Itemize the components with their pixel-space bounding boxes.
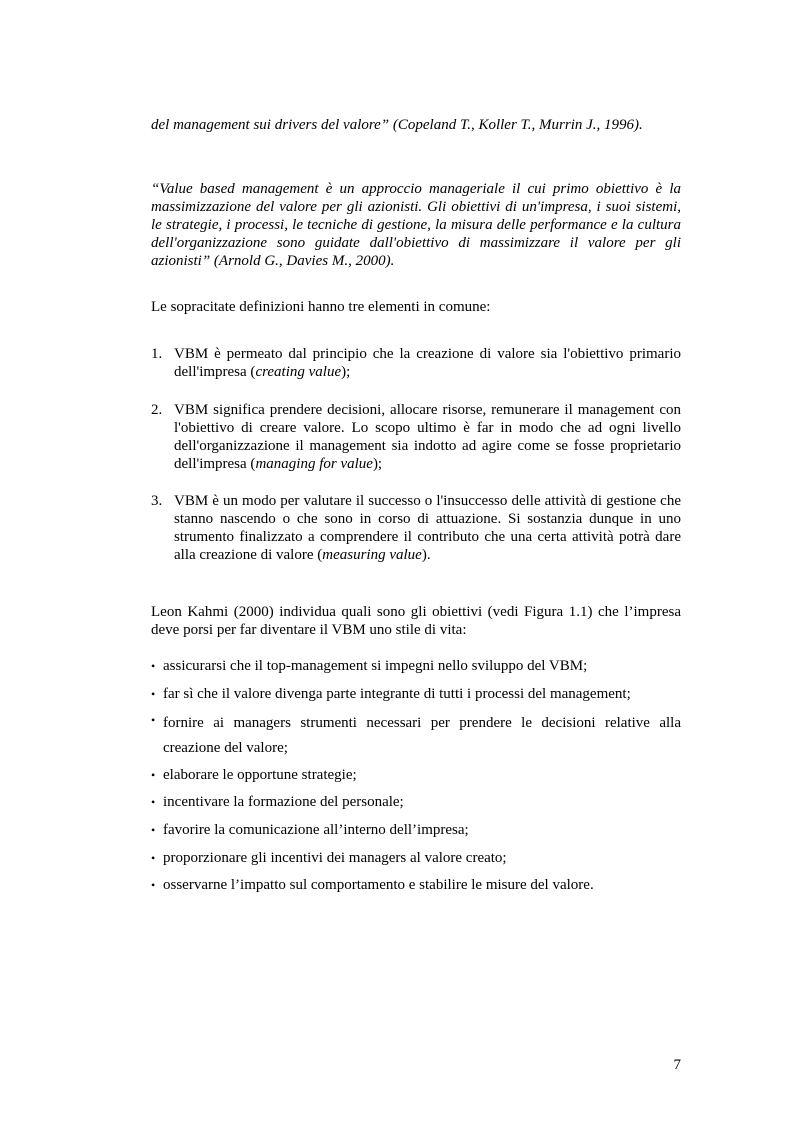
- bullet-icon: •: [151, 659, 156, 673]
- item-tail: ).: [421, 547, 431, 563]
- item-number: 3.: [151, 493, 163, 509]
- kahmi-text: Leon Kahmi (2000) individua quali sono gli obiettivi (vedi Figura 1.1) che l’impresa deve porsi per far diventare il VBM uno stile di vita:: [151, 604, 681, 638]
- item-number: 1.: [151, 346, 163, 362]
- document-page: [151, 0, 681, 1123]
- item-body: VBM significa prendere decisioni, allocare risorse, remunerare il management con l'obiettivo di creare valore. Lo scopo ultimo è far in modo che ad ogni livello dell'organizzazione il management sia indotto ad agire come se fosse proprietario dell'impresa (: [174, 402, 681, 472]
- bullet-text: assicurarsi che il top-management si impegni nello sviluppo del VBM;: [163, 658, 588, 674]
- item-text: [174, 401, 681, 473]
- bullet-text: far sì che il valore divenga parte integrante di tutti i processi del management;: [163, 686, 631, 702]
- bullet-text: favorire la comunicazione all’interno dell’impresa;: [163, 822, 469, 838]
- bullet-item: [151, 821, 681, 839]
- item-emphasis: measuring value: [322, 547, 422, 563]
- numbered-item: [151, 492, 681, 564]
- intro-paragraph: [151, 298, 681, 316]
- item-body: VBM è permeato dal principio che la creazione di valore sia l'obiettivo primario dell'impresa (: [174, 346, 681, 380]
- bullet-item: [151, 657, 681, 675]
- bullet-text: proporzionare gli incentivi dei managers al valore creato;: [163, 850, 507, 866]
- item-body: VBM è un modo per valutare il successo o l'insuccesso delle attività di gestione che stanno nascendo o che sono in corso di attuazione. Si sostanzia dunque in uno strumento finalizzato a comprendere il contributo che una certa attività potrà dare alla creazione di valore (: [174, 493, 681, 563]
- item-text: [174, 345, 681, 381]
- bullet-icon: •: [151, 851, 156, 865]
- bullet-icon: •: [151, 687, 156, 701]
- quote-copeland-text: del management sui drivers del valore” (Copeland T., Koller T., Murrin J., 1996).: [151, 117, 643, 133]
- bullet-icon: •: [151, 768, 156, 782]
- quote-arnold-text: “Value based management è un approccio manageriale il cui primo obiettivo è la massimizzazione del valore per gli azionisti. Gli obiettivi di un'impresa, i suoi sistemi, le strategie, i processi, le tecniche di gestione, la misura delle performance e la cultura dell'organizzazione sono guidate dall'obiettivo di massimizzare il valore per gli azionisti” (Arnold G., Davies M., 2000).: [151, 181, 681, 269]
- item-text: [174, 492, 681, 564]
- bullet-item: [151, 711, 681, 761]
- bullet-icon: •: [151, 795, 156, 809]
- item-number: 2.: [151, 402, 163, 418]
- bullet-text: fornire ai managers strumenti necessari per prendere le decisioni relative alla creazione del valore;: [163, 715, 681, 756]
- quote-arnold: [151, 180, 681, 270]
- bullet-item: [151, 849, 681, 867]
- intro-text: Le sopracitate definizioni hanno tre elementi in comune:: [151, 299, 491, 315]
- item-emphasis: managing for value: [255, 456, 373, 472]
- bullet-text: incentivare la formazione del personale;: [163, 794, 404, 810]
- bullet-item: [151, 685, 681, 703]
- bullet-icon: •: [151, 823, 156, 837]
- page-number: 7: [673, 1057, 681, 1073]
- item-tail: );: [372, 456, 383, 472]
- quote-copeland: [151, 116, 681, 134]
- numbered-item: [151, 401, 681, 473]
- bullet-item: [151, 876, 681, 894]
- item-tail: );: [341, 364, 351, 380]
- bullet-text: osservarne l’impatto sul comportamento e stabilire le misure del valore.: [163, 877, 594, 893]
- item-emphasis: creating value: [255, 364, 342, 380]
- kahmi-paragraph: [151, 603, 681, 639]
- bullet-text: elaborare le opportune strategie;: [163, 767, 357, 783]
- bullet-item: [151, 766, 681, 784]
- bullet-item: [151, 793, 681, 811]
- bullet-icon: •: [151, 878, 156, 892]
- numbered-item: [151, 345, 681, 381]
- bullet-icon: •: [151, 713, 156, 727]
